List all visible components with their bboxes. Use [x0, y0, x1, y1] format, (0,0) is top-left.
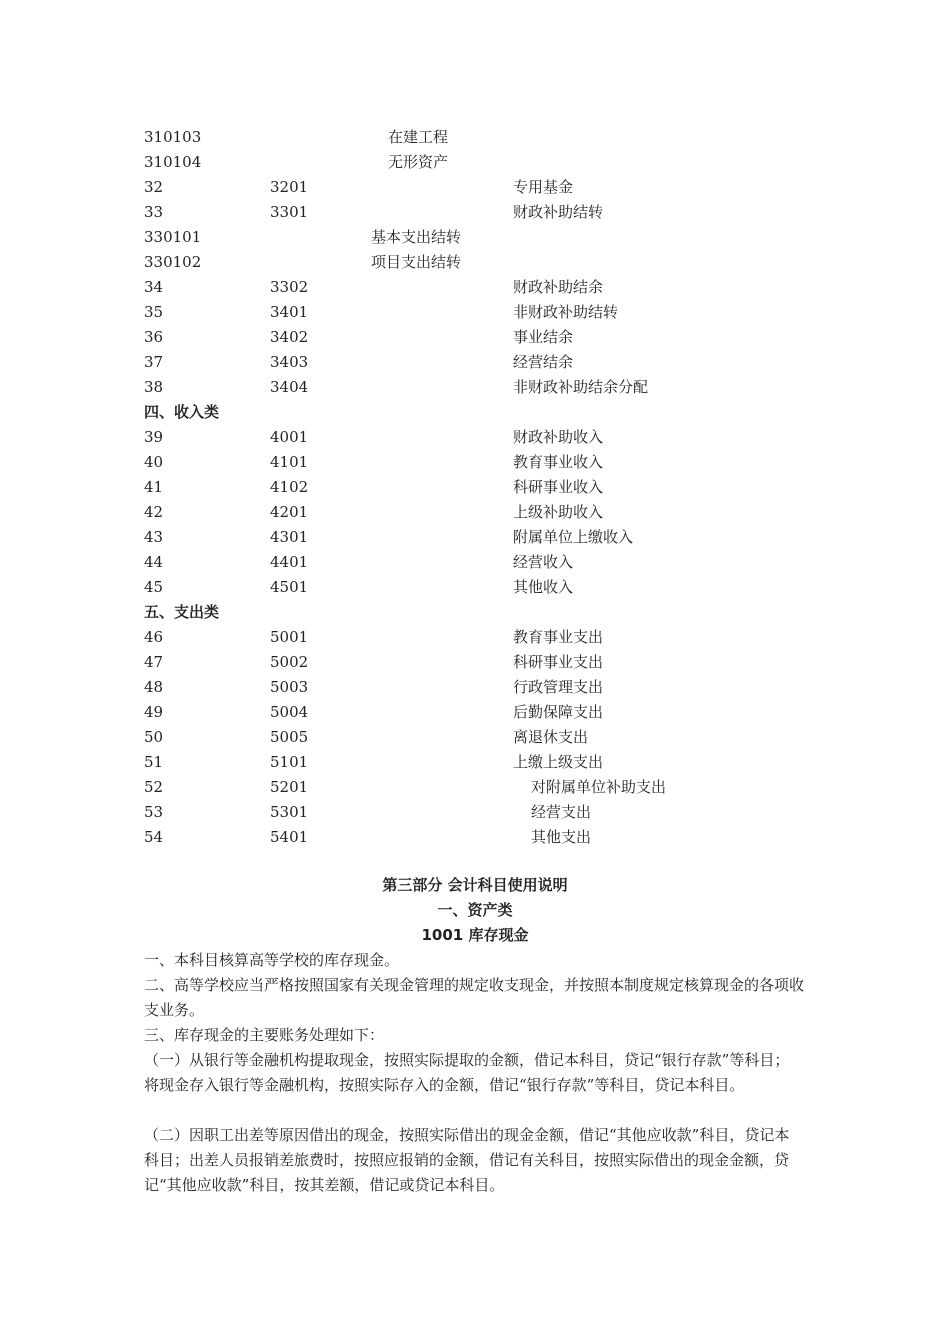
- table-row: [0, 825, 950, 850]
- account-name: 附属单位上缴收入: [513, 528, 634, 546]
- account-code: 3402: [270, 328, 309, 346]
- section-heading-expense: 五、支出类: [144, 603, 220, 621]
- table-row: [0, 675, 950, 700]
- table-row: [0, 275, 950, 300]
- table-row: [0, 475, 950, 500]
- account-code: 4102: [270, 478, 309, 496]
- account-code: 330101: [144, 228, 202, 246]
- table-row: [0, 525, 950, 550]
- section-title: 一、资产类: [437, 901, 513, 919]
- account-code: 4201: [270, 503, 309, 521]
- account-name: 财政补助结余: [513, 278, 604, 296]
- account-code: 5301: [270, 803, 309, 821]
- account-code: 5401: [270, 828, 309, 846]
- account-name: 对附属单位补助支出: [531, 778, 667, 796]
- table-row: [0, 500, 950, 525]
- section-heading-income: 四、收入类: [144, 403, 220, 421]
- row-number: 41: [144, 478, 164, 496]
- table-row: [0, 350, 950, 375]
- account-name: 上缴上级支出: [513, 753, 604, 771]
- account-name: 无形资产: [388, 153, 449, 171]
- account-code: 4401: [270, 553, 309, 571]
- account-name: 其他收入: [513, 578, 574, 596]
- account-name: 非财政补助结余分配: [513, 378, 649, 396]
- table-row: [0, 225, 950, 250]
- account-name: 上级补助收入: [513, 503, 604, 521]
- table-row: [0, 750, 950, 775]
- row-number: 35: [144, 303, 164, 321]
- row-number: 45: [144, 578, 164, 596]
- row-number: 44: [144, 553, 164, 571]
- account-code: 3404: [270, 378, 309, 396]
- row-number: 34: [144, 278, 164, 296]
- row-number: 40: [144, 453, 164, 471]
- account-code: 5101: [270, 753, 309, 771]
- row-number: 48: [144, 678, 164, 696]
- row-number: 47: [144, 653, 164, 671]
- table-row: [0, 650, 950, 675]
- account-name: 在建工程: [388, 128, 449, 146]
- account-name: 非财政补助结转: [513, 303, 619, 321]
- account-code: 3301: [270, 203, 309, 221]
- paragraph: （一）从银行等金融机构提取现金，按照实际提取的金额，借记本科目，贷记“银行存款”等科目；将现金存入银行等金融机构，按照实际存入的金额，借记“银行存款”等科目，贷记本科目。: [144, 1051, 790, 1094]
- account-code: 5002: [270, 653, 309, 671]
- account-code: 5005: [270, 728, 309, 746]
- account-name: 科研事业支出: [513, 653, 604, 671]
- account-code: 4301: [270, 528, 309, 546]
- paragraph: 三、库存现金的主要账务处理如下：: [144, 1026, 385, 1044]
- paragraph: 一、本科目核算高等学校的库存现金。: [144, 951, 400, 969]
- account-name: 离退休支出: [513, 728, 589, 746]
- row-number: 52: [144, 778, 164, 796]
- account-name: 经营结余: [513, 353, 574, 371]
- row-number: 36: [144, 328, 164, 346]
- row-number: 38: [144, 378, 164, 396]
- table-row: [0, 625, 950, 650]
- account-name: 事业结余: [513, 328, 574, 346]
- account-name: 财政补助收入: [513, 428, 604, 446]
- account-code: 310103: [144, 128, 202, 146]
- account-name: 行政管理支出: [513, 678, 604, 696]
- table-row: [0, 425, 950, 450]
- row-number: 37: [144, 353, 164, 371]
- table-row: [0, 775, 950, 800]
- account-code: 5001: [270, 628, 309, 646]
- table-row: [0, 375, 950, 400]
- account-name: 教育事业收入: [513, 453, 604, 471]
- row-number: 46: [144, 628, 164, 646]
- subject-title: 1001 库存现金: [421, 926, 529, 944]
- table-row: [0, 150, 950, 175]
- account-name: 项目支出结转: [371, 253, 462, 271]
- paragraph: （二）因职工出差等原因借出的现金，按照实际借出的现金金额，借记“其他应收款”科目，贷记本科目；出差人员报销差旅费时，按照应报销的金额，借记有关科目，按照实际借出的现金金额，贷记“其他应收款”科目，按其差额，借记或贷记本科目。: [144, 1126, 790, 1194]
- part-title: 第三部分 会计科目使用说明: [382, 876, 568, 894]
- table-row: [0, 125, 950, 150]
- account-name: 专用基金: [513, 178, 574, 196]
- row-number: 42: [144, 503, 164, 521]
- table-row: [0, 200, 950, 225]
- table-row: [0, 725, 950, 750]
- table-row: [0, 250, 950, 275]
- paragraph: 二、高等学校应当严格按照国家有关现金管理的规定收支现金，并按照本制度规定核算现金的各项收支业务。: [144, 976, 805, 1019]
- account-name: 财政补助结转: [513, 203, 604, 221]
- account-code: 3302: [270, 278, 309, 296]
- row-number: 49: [144, 703, 164, 721]
- account-code: 5004: [270, 703, 309, 721]
- account-code: 4501: [270, 578, 309, 596]
- account-code: 4001: [270, 428, 309, 446]
- row-number: 51: [144, 753, 164, 771]
- table-row: [0, 300, 950, 325]
- table-row: [0, 175, 950, 200]
- account-name: 经营支出: [531, 803, 592, 821]
- row-number: 32: [144, 178, 164, 196]
- row-number: 50: [144, 728, 164, 746]
- account-name: 基本支出结转: [371, 228, 462, 246]
- account-name: 其他支出: [531, 828, 592, 846]
- account-code: 310104: [144, 153, 202, 171]
- account-code: 3403: [270, 353, 309, 371]
- table-row: [0, 800, 950, 825]
- row-number: 43: [144, 528, 164, 546]
- table-row: [0, 575, 950, 600]
- account-code: 3401: [270, 303, 309, 321]
- account-name: 经营收入: [513, 553, 574, 571]
- account-code: 5003: [270, 678, 309, 696]
- account-name: 科研事业收入: [513, 478, 604, 496]
- account-code: 5201: [270, 778, 309, 796]
- account-code: 330102: [144, 253, 202, 271]
- row-number: 53: [144, 803, 164, 821]
- account-code: 3201: [270, 178, 309, 196]
- table-row: [0, 450, 950, 475]
- row-number: 33: [144, 203, 164, 221]
- row-number: 54: [144, 828, 164, 846]
- row-number: 39: [144, 428, 164, 446]
- table-row: [0, 700, 950, 725]
- table-row: [0, 550, 950, 575]
- account-name: 教育事业支出: [513, 628, 604, 646]
- account-code: 4101: [270, 453, 309, 471]
- account-name: 后勤保障支出: [513, 703, 604, 721]
- table-row: [0, 325, 950, 350]
